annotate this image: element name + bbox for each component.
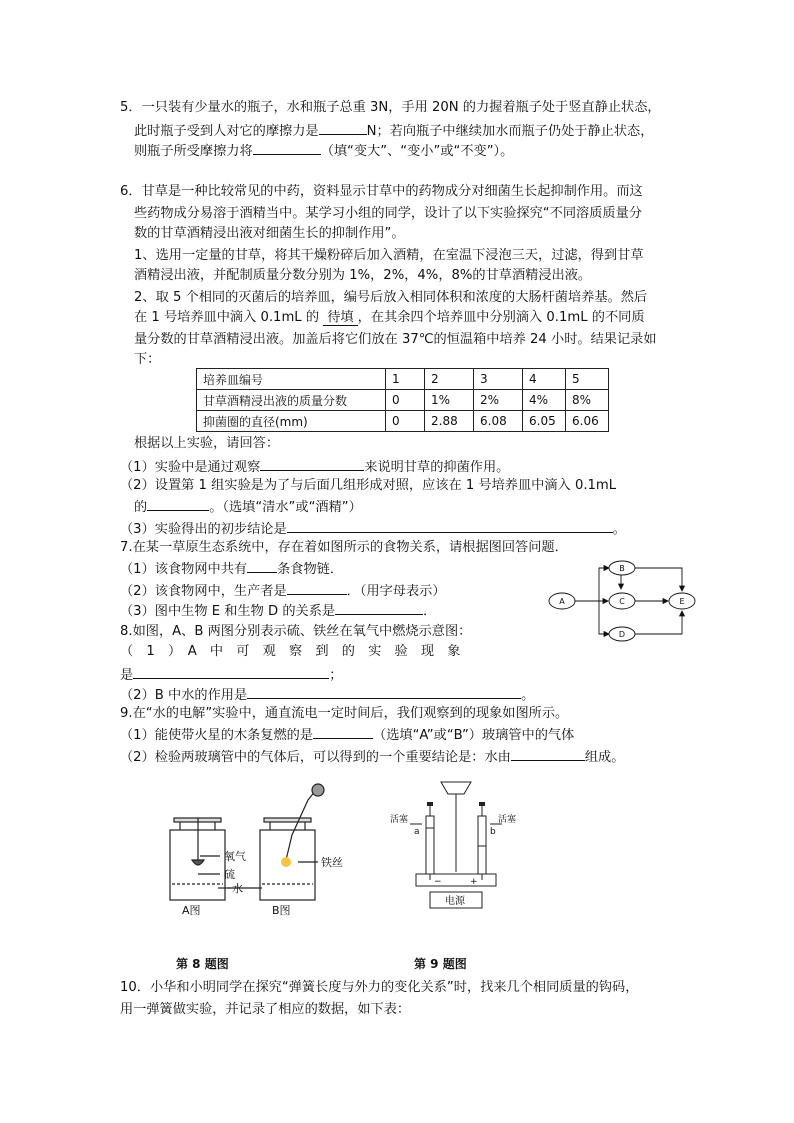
q5-line3: 则瓶子所受摩擦力将 （填“变大”、“变小”或“不变”）。 <box>134 140 513 162</box>
node-label: C <box>619 597 625 606</box>
answer-blank[interactable] <box>313 724 373 739</box>
jar-b-lid <box>264 818 311 822</box>
food-web-arrow <box>575 601 609 634</box>
label-sulfur: 硫 <box>224 868 235 881</box>
table-row <box>197 390 609 411</box>
q6-line6: 2、取 5 个相同的灭菌后的培养皿，编号后放入相同体积和浓度的大肠杆菌培养基。然后 <box>134 290 648 305</box>
combustion-figure <box>158 780 358 920</box>
sulfur-spoon <box>192 860 204 865</box>
food-web-arrow <box>635 611 682 634</box>
q10-line2: 用一弹簧做实验，并记录了相应的数据，如下表： <box>120 1002 411 1017</box>
table-cell: 抑菌圈的直径(mm) <box>197 411 386 432</box>
fill-in-blank: 待填 <box>323 310 357 326</box>
q6-line1: 6．甘草是一种比较常见的中药，资料显示甘草中的药物成分对细菌生长起抑制作用。而这 <box>120 184 643 199</box>
food-web-diagram <box>542 556 704 646</box>
food-web-arrow <box>575 568 609 601</box>
q6-line8: 量分数的甘草酒精浸出液。加盖后将它们放在 37℃的恒温箱中培养 24 小时。结果记录如 <box>134 332 657 347</box>
q9-line2: （1）能使带火星的木条复燃的是 （选填“A”或“B”）玻璃管中的气体 <box>120 724 574 746</box>
table-row <box>197 369 609 390</box>
q8-line4: （2）B 中水的作用是 。 <box>120 684 534 706</box>
tongs-icon <box>312 784 324 796</box>
answer-blank[interactable] <box>319 120 367 135</box>
table-cell: 2.88 <box>425 411 474 432</box>
label-power: 电源 <box>445 896 465 907</box>
table-cell: 0 <box>386 411 425 432</box>
caption-fig8: 第 8 题图 <box>176 957 229 971</box>
table-cell: 0 <box>386 390 425 411</box>
table-cell: 1 <box>386 369 425 390</box>
label-valve-left: 活塞 <box>390 815 409 825</box>
label-minus: − <box>434 877 442 887</box>
table-row <box>197 411 609 432</box>
q9-line3: （2）检验两玻璃管中的气体后，可以得到的一个重要结论是：水由 组成。 <box>120 746 624 768</box>
answer-blank[interactable] <box>147 496 209 511</box>
table-cell: 4 <box>523 369 566 390</box>
answer-blank[interactable] <box>287 518 613 533</box>
answer-blank[interactable] <box>335 600 423 615</box>
table-cell: 4% <box>523 390 566 411</box>
label-plus: + <box>470 877 478 887</box>
q7-line3: （2）该食物网中，生产者是 ．（用字母表示） <box>120 580 446 602</box>
answer-blank[interactable] <box>253 140 321 155</box>
q6-answer-intro: 根据以上实验，请回答： <box>134 436 280 451</box>
label-b: b <box>490 827 496 837</box>
tube-a <box>426 816 434 874</box>
caption-b: B图 <box>272 904 291 917</box>
label-oxygen: 氧气 <box>224 850 246 863</box>
table-cell: 8% <box>566 390 609 411</box>
q7-line1: 7.在某一草原生态系统中，存在着如图所示的食物关系，请根据图回答问题． <box>120 540 568 555</box>
q7-line4: （3）图中生物 E 和生物 D 的关系是 ． <box>120 600 436 622</box>
table-cell: 甘草酒精浸出液的质量分数 <box>197 390 386 411</box>
table-cell: 5 <box>566 369 609 390</box>
table-cell: 培养皿编号 <box>197 369 386 390</box>
label-water: 水 <box>232 882 243 895</box>
q6-line3: 数的甘草酒精浸出液对细菌生长的抑制作用”。 <box>134 226 405 241</box>
answer-blank[interactable] <box>260 456 364 471</box>
q5-line2: 此时瓶子受到人对它的摩擦力是 N；若向瓶子中继续加水而瓶子仍处于静止状态， <box>134 120 653 142</box>
q9-line1: 9.在“水的电解”实验中，通直流电一定时间后，我们观察到的现象如图所示。 <box>120 706 569 721</box>
q8-line1: 8.如图，A、B 两图分别表示硫、铁丝在氧气中燃烧示意图： <box>120 624 472 639</box>
label-valve-right: 活塞 <box>498 815 517 825</box>
node-label: E <box>679 597 685 606</box>
q8-line3: 是 ； <box>120 664 342 686</box>
table-cell: 6.06 <box>566 411 609 432</box>
q6-line4: 1、选用一定量的甘草，将其干燥粉碎后加入酒精，在室温下浸泡三天，过滤，得到甘草 <box>134 248 644 263</box>
label-a: a <box>414 827 420 837</box>
q6-line2: 些药物成分易溶于酒精当中。某学习小组的同学，设计了以下实验探究“不同溶质质量分 <box>134 206 642 221</box>
node-label: B <box>619 564 625 573</box>
q6-line9: 下： <box>134 352 161 367</box>
valve-icon[interactable] <box>479 802 485 806</box>
node-label: A <box>559 597 565 606</box>
table-cell: 3 <box>474 369 523 390</box>
q5-line1: 5．一只装有少量水的瓶子，水和瓶子总重 3N，手用 20N 的力握着瓶子处于竖直静止状态， <box>120 100 661 115</box>
funnel <box>441 782 471 794</box>
label-iron-wire: 铁丝 <box>321 856 343 869</box>
q10-line1: 10．小华和小明同学在探究“弹簧长度与外力的变化关系”时，找来几个相同质量的钩码， <box>120 980 639 995</box>
tube-b <box>478 816 486 874</box>
q6-answer2-cont: 的 。（选填“清水”或“酒精”） <box>134 496 362 518</box>
node-label: D <box>618 630 626 639</box>
answer-blank[interactable] <box>133 664 329 679</box>
q8-line2: （ 1 ） A 中 可 观 察 到 的 实 验 现 象 <box>120 644 461 659</box>
q6-line5: 酒精浸出液，并配制质量分数分别为 1%，2%，4%，8%的甘草酒精浸出液。 <box>134 268 592 283</box>
electrolysis-figure <box>386 776 526 916</box>
table-cell: 6.05 <box>523 411 566 432</box>
table-cell: 2% <box>474 390 523 411</box>
table-cell: 2 <box>425 369 474 390</box>
flame-icon <box>281 857 291 867</box>
table-cell: 6.08 <box>474 411 523 432</box>
q6-answer3: （3）实验得出的初步结论是 。 <box>120 518 626 540</box>
answer-blank[interactable] <box>247 558 277 573</box>
base <box>416 874 496 886</box>
results-table <box>196 368 609 432</box>
q6-line7: 在 1 号培养皿中滴入 0.1mL 的 待填 ，在其余四个培养皿中分别滴入 0.1mL 的不同质 <box>134 310 645 325</box>
valve-icon[interactable] <box>427 802 433 806</box>
answer-blank[interactable] <box>511 746 585 761</box>
q6-answer2: （2）设置第 1 组实验是为了与后面几组形成对照，应该在 1 号培养皿中滴入 0.1mL <box>120 478 617 493</box>
caption-fig9: 第 9 题图 <box>414 957 467 971</box>
caption-a: A图 <box>182 904 201 917</box>
answer-blank[interactable] <box>247 684 521 699</box>
q6-answer1: （1）实验中是通过观察 来说明甘草的抑菌作用。 <box>120 456 509 478</box>
answer-blank[interactable] <box>287 580 347 595</box>
table-cell: 1% <box>425 390 474 411</box>
food-web-arrow <box>635 568 682 591</box>
q7-line2: （1）该食物网中共有 条食物链． <box>120 558 343 580</box>
